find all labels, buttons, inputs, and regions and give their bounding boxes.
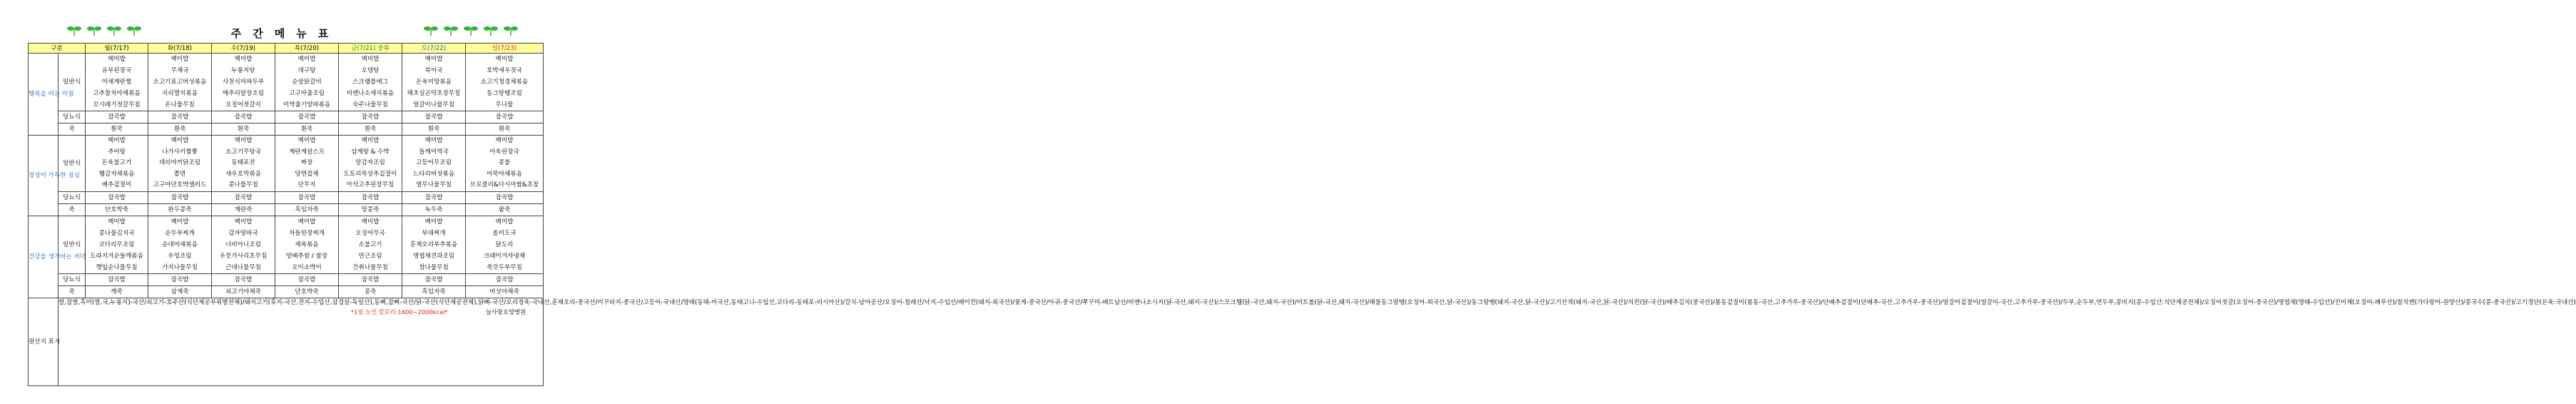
dish-item: 열무나물무침 xyxy=(416,181,452,189)
header-day: 화(7/18) xyxy=(148,44,212,54)
dish-item: 백미밥 xyxy=(495,218,514,226)
meal-section-label: 건강을 생각하는 저녁 xyxy=(29,216,58,298)
dish-item: 나가사키짬뽕 xyxy=(162,148,198,156)
dish-item: 백미밥 xyxy=(297,137,316,144)
dish-item: 백미밥 xyxy=(361,218,380,226)
dish-item: 소고기청경채볶음 xyxy=(480,79,529,86)
dish-item: 사천식마파두부 xyxy=(222,79,265,86)
dish-item: 햄감자채볶음 xyxy=(98,170,135,178)
dish-item: 동그랑땡조림 xyxy=(487,90,522,97)
dish-item: 순대야채볶음 xyxy=(162,241,198,248)
porridge-cell: 콩죽 xyxy=(339,286,402,298)
porridge-cell: 삼계죽 xyxy=(148,286,212,298)
porridge-cell: 쇠고기야채죽 xyxy=(212,286,275,298)
dish-item: 백미밥 xyxy=(361,56,380,63)
dish-item: 미역줄기양파볶음 xyxy=(282,101,331,108)
meal-type-porridge: 죽 xyxy=(58,123,86,136)
diabetic-cell: 잡곡밥 xyxy=(466,191,544,203)
dish-item: 순살닭갈비 xyxy=(292,79,322,86)
menu-cell xyxy=(148,216,212,273)
dish-item: 삼계탕 & 수박 xyxy=(351,148,390,156)
dish-item: 콩불 xyxy=(498,159,511,167)
diabetic-cell: 잡곡밥 xyxy=(86,273,148,286)
dish-item: 백미밥 xyxy=(108,56,126,63)
dish-item: 메추리알장조림 xyxy=(222,90,265,97)
diabetic-cell: 잡곡밥 xyxy=(275,111,339,123)
menu-cell xyxy=(148,136,212,192)
dish-item: 계란게살스프 xyxy=(289,148,325,156)
menu-cell xyxy=(275,216,339,273)
dish-item: 도라지겨순들깨볶음 xyxy=(90,252,143,260)
porridge-cell: 흰죽 xyxy=(466,123,544,136)
dish-item: 돈육불고기 xyxy=(101,159,132,167)
meal-type-general: 일반식 xyxy=(58,216,86,273)
diabetic-cell: 잡곡밥 xyxy=(339,273,402,286)
dish-item: 브로콜리&다시마쌈&초장 xyxy=(469,181,539,189)
dish-item: 오이소박이 xyxy=(292,263,322,271)
porridge-cell: 흰죽 xyxy=(339,123,402,136)
dish-item: 백미밥 xyxy=(234,218,253,226)
dish-item: 돈나물무침 xyxy=(165,101,195,108)
dish-item: 짜장 xyxy=(300,159,313,167)
diabetic-cell: 잡곡밥 xyxy=(86,111,148,123)
dish-item: 백미밥 xyxy=(108,137,126,144)
menu-cell xyxy=(148,54,212,111)
menu-cell xyxy=(466,136,544,192)
dish-item: 쑥갓두부무침 xyxy=(487,263,522,271)
dish-item: 참나물무침 xyxy=(419,263,449,271)
dish-item: 백미밥 xyxy=(297,56,316,63)
dish-item: 콩나물무침 xyxy=(228,181,258,189)
menu-cell xyxy=(402,136,466,192)
menu-cell xyxy=(275,136,339,192)
meal-diabetic-row xyxy=(29,191,544,203)
dish-item: 배추겉절이 xyxy=(101,181,132,189)
menu-cell xyxy=(212,216,275,273)
diabetic-cell: 잡곡밥 xyxy=(148,273,212,286)
meal-type-porridge: 죽 xyxy=(58,286,86,298)
dish-item: 백미밥 xyxy=(495,137,514,144)
dish-item: 백미밥 xyxy=(170,218,189,226)
diabetic-cell: 잡곡밥 xyxy=(466,273,544,286)
dish-item: 차돌된장찌개 xyxy=(289,229,325,237)
dish-item: 동태포전 xyxy=(231,159,255,167)
porridge-cell: 단호박죽 xyxy=(86,203,148,216)
dish-item: 당면잡채 xyxy=(295,170,319,178)
diabetic-cell: 잡곡밥 xyxy=(339,191,402,203)
dish-item: 백미밥 xyxy=(170,56,189,63)
porridge-cell: 버섯야채죽 xyxy=(466,286,544,298)
dish-item: 데리야끼닭조림 xyxy=(158,159,201,167)
dish-item: 새우호박볶음 xyxy=(225,170,261,178)
header-day-saturday: 토(7/22) xyxy=(402,44,466,54)
dish-item: 백미밥 xyxy=(424,218,443,226)
dish-item: 아욱된장국 xyxy=(489,148,519,156)
header-day-friday: 금(7/21) 중복 xyxy=(339,44,402,54)
origin-footer xyxy=(58,308,543,319)
dish-item: 명엽채견과조림 xyxy=(412,252,455,260)
header-day: 목(7/20) xyxy=(275,44,339,54)
dish-item: 건취나물무침 xyxy=(352,263,388,271)
origin-text: 쌀,잡쌀,흑미(쌀,국,누룽지)-국산/쇠고기-호주산(식단제공부위별전체)/돼지고기(후지-국산,전지-수입산,삼겹살-독일산),동뼈,잡뼈-국산/닭-국산(식단제공전체),닭뼈-국산/오리정육-국내산,훈제오리-중국산/미꾸라지-중국산/고등어-국내산/명태(동태-미국산,동태고니-수입산,코다리-동태포-러시아산)/갈치-남아공산/오징어-칠레산/낙지-수입산/베이컨(돼지-외국산)/꽃게-중국산/아귀-중국산/쭈꾸미-베트남산/비엔나소시지(닭-국산,돼지-국산)/스모크햄(닭-국산,돼지-국산)/미트볼(닭-국산,돼지-국산)/해물동그랑땡(오징어-외국산,닭-국산)/동그랑땡(돼지-국산,닭-국산)/고기산적(돼지-국산,닭-국산)/치킨(닭-국산)/배추김치(중국산)/봄동겉절이(봄동-국산,고추가루-중국산)/단배추겉절이(단배추-국산,고추가루-중국산)/얼갈이겉절이(얼갈이-국산,고추가루-중국산)/두부,순두부,연두부,콩비지(콩-수입산:식단제공전체)/오징어젓갈(오징어-중국산)/명엽채(명태-수입산)/진미채(오징어-페루산)/참치캔(가다랑어-원양산)/콩국수(콩-중국산)/고기경단(돈육:국내산) xyxy=(58,298,2576,306)
dish-item: 백미밥 xyxy=(424,137,443,144)
dish-item: 오징어무국 xyxy=(355,229,385,237)
dish-item: 꼬시래기젓갈무침 xyxy=(93,101,141,108)
diabetic-cell: 잡곡밥 xyxy=(212,191,275,203)
meal-type-general: 일반식 xyxy=(58,136,86,192)
menu-cell xyxy=(402,216,466,273)
dish-item: 쫄면 xyxy=(173,170,186,178)
dish-item: 우엉조림 xyxy=(168,252,192,260)
dish-item: 추어탕 xyxy=(108,148,126,156)
origin-label: 원산지 표시 xyxy=(29,298,58,385)
hospital-name: 늘사랑요양병원 xyxy=(485,308,526,315)
menu-cell xyxy=(212,136,275,192)
dish-item: 연근조림 xyxy=(358,252,382,260)
dish-item: 가지나물무침 xyxy=(162,263,198,271)
diabetic-cell: 잡곡밥 xyxy=(402,273,466,286)
diabetic-cell: 잡곡밥 xyxy=(402,111,466,123)
dish-item: 백미밥 xyxy=(234,137,253,144)
porridge-cell: 깨죽 xyxy=(86,286,148,298)
dish-item: 백미밥 xyxy=(170,137,189,144)
dish-item: 닭도리 xyxy=(495,241,514,248)
dish-item: 백미밥 xyxy=(361,137,380,144)
dish-item: 소불고기 xyxy=(358,241,382,248)
porridge-cell: 팥죽 xyxy=(466,203,544,216)
diabetic-cell: 잡곡밥 xyxy=(339,111,402,123)
dish-item: 콩나물김치국 xyxy=(98,229,135,237)
porridge-cell: 흑임자죽 xyxy=(275,203,339,216)
dish-item: 느타리버섯볶음 xyxy=(412,170,455,178)
meal-porridge-row xyxy=(29,123,544,136)
dish-item: 오뎅탕 xyxy=(361,67,380,74)
dish-item: 고등어무조림 xyxy=(416,159,452,167)
porridge-cell: 흰죽 xyxy=(148,123,212,136)
dish-item: 어묵야채볶음 xyxy=(487,170,522,178)
dish-item: 해초실곤약초장무침 xyxy=(407,90,461,97)
porridge-cell: 계란죽 xyxy=(212,203,275,216)
dish-item: 야채계란찜 xyxy=(101,79,132,86)
dish-item: 너비아니조림 xyxy=(225,241,261,248)
meal-type-diabetic: 당뇨식 xyxy=(58,191,86,203)
dish-item: 오징어젓갈지 xyxy=(225,101,261,108)
dish-item: 숙주나물무침 xyxy=(352,101,388,108)
dish-item: 근대나물무침 xyxy=(225,263,261,271)
dish-item: 호박새우젓국 xyxy=(487,67,522,74)
menu-cell xyxy=(339,54,402,111)
menu-cell xyxy=(86,216,148,273)
diabetic-cell: 잡곡밥 xyxy=(466,111,544,123)
header-day: 수(7/19) xyxy=(212,44,275,54)
header-row xyxy=(29,44,544,54)
header-day-sunday: 일(7/23) xyxy=(466,44,544,54)
meal-type-general: 일반식 xyxy=(58,54,86,111)
meal-diabetic-row xyxy=(29,111,544,123)
menu-body xyxy=(29,54,544,298)
porridge-cell: 흰죽 xyxy=(86,123,148,136)
dish-item: 누룽지탕 xyxy=(231,67,255,74)
dish-item: 양배추쌈 / 쌈장 xyxy=(285,252,328,260)
porridge-cell: 완두콩죽 xyxy=(148,203,212,216)
porridge-cell: 흰죽 xyxy=(275,123,339,136)
dish-item: 무나물 xyxy=(495,101,514,108)
menu-cell xyxy=(212,54,275,111)
porridge-cell: 녹두죽 xyxy=(402,203,466,216)
menu-cell xyxy=(86,136,148,192)
dish-item: 백미밥 xyxy=(495,56,514,63)
dish-item: 크래미겨자냉채 xyxy=(483,252,526,260)
dish-item: 비엔나소세지볶음 xyxy=(346,90,394,97)
weekly-menu-table xyxy=(28,43,2576,386)
meal-porridge-row xyxy=(29,286,544,298)
dish-item: 고추참치야채볶음 xyxy=(93,90,141,97)
dish-item: 백미밥 xyxy=(234,56,253,63)
meal-general-row xyxy=(29,216,544,273)
porridge-cell: 흑임자죽 xyxy=(402,286,466,298)
dish-item: 북어국 xyxy=(424,67,443,74)
meal-diabetic-row xyxy=(29,273,544,286)
porridge-cell: 단호박죽 xyxy=(275,286,339,298)
dish-item: 코다리무조림 xyxy=(98,241,135,248)
dish-item: 무채국 xyxy=(170,67,189,74)
dish-item: 유부된장국 xyxy=(101,67,132,74)
dish-item: 단무지 xyxy=(297,181,316,189)
dish-item: 얼갈이나물무침 xyxy=(412,101,455,108)
dish-item: 깻잎순나물무침 xyxy=(96,263,138,271)
diabetic-cell: 잡곡밥 xyxy=(275,191,339,203)
dish-item: 백미밥 xyxy=(297,218,316,226)
dish-item: 아삭고추된장무침 xyxy=(346,181,394,189)
dish-item: 감자양파국 xyxy=(228,229,258,237)
dish-item: 제육볶음 xyxy=(295,241,319,248)
page-title: 주간메뉴표 xyxy=(230,27,340,40)
dish-item: 백미밥 xyxy=(108,218,126,226)
meal-section-label: 행복을 여는 아침 xyxy=(29,54,58,136)
dish-item: 백미밥 xyxy=(424,56,443,63)
menu-cell xyxy=(275,54,339,111)
dish-item: 들깨미역국 xyxy=(419,148,449,156)
meal-porridge-row xyxy=(29,203,544,216)
meal-general-row xyxy=(29,54,544,111)
dish-item: 올미도국 xyxy=(492,229,516,237)
dish-item: 도토리묵상추겉절이 xyxy=(343,170,397,178)
dish-item: 순두부찌개 xyxy=(165,229,195,237)
diabetic-cell: 잡곡밥 xyxy=(275,273,339,286)
dish-item: 부대찌개 xyxy=(422,229,446,237)
meal-section-label: 정성이 가득한 점심 xyxy=(29,136,58,216)
header-day: 월(7/17) xyxy=(86,44,148,54)
menu-cell xyxy=(466,216,544,273)
diabetic-cell: 잡곡밥 xyxy=(402,191,466,203)
diabetic-cell: 잡곡밥 xyxy=(212,273,275,286)
diabetic-cell: 잡곡밥 xyxy=(86,191,148,203)
menu-cell xyxy=(466,54,544,111)
dish-item: 고구마줄조림 xyxy=(289,90,325,97)
porridge-cell: 흰죽 xyxy=(212,123,275,136)
dish-item: 돈육미망볶음 xyxy=(416,79,452,86)
meal-general-row xyxy=(29,136,544,192)
menu-cell xyxy=(86,54,148,111)
porridge-cell: 땅콩죽 xyxy=(339,203,402,216)
dish-item: 소고기무탕국 xyxy=(225,148,261,156)
dish-item: 스크램블에그 xyxy=(352,79,388,86)
dish-item: 우뭇가사리초무침 xyxy=(219,252,268,260)
origin-row xyxy=(29,298,544,385)
menu-cell xyxy=(339,216,402,273)
dish-item: 소고기표고버섯볶음 xyxy=(153,79,207,86)
dish-item: 지리멸치볶음 xyxy=(162,90,198,97)
meal-type-diabetic: 당뇨식 xyxy=(58,111,86,123)
dish-item: 대구탕 xyxy=(297,67,316,74)
diabetic-cell: 잡곡밥 xyxy=(212,111,275,123)
menu-cell xyxy=(339,136,402,192)
calorie-note: *1일 노인 칼로리:1600~2000kcal* xyxy=(351,308,448,315)
header-category: 구분 xyxy=(29,44,86,54)
meal-type-diabetic: 당뇨식 xyxy=(58,273,86,286)
meal-type-porridge: 죽 xyxy=(58,203,86,216)
diabetic-cell: 잡곡밥 xyxy=(148,191,212,203)
diabetic-cell: 잡곡밥 xyxy=(148,111,212,123)
dish-item: 고구마단호박샐러드 xyxy=(153,181,207,189)
porridge-cell: 흰죽 xyxy=(402,123,466,136)
origin-cell xyxy=(58,298,2576,385)
menu-cell xyxy=(402,54,466,111)
dish-item: 훈제오리부추볶음 xyxy=(409,241,458,248)
dish-item: 알감자조림 xyxy=(355,159,385,167)
